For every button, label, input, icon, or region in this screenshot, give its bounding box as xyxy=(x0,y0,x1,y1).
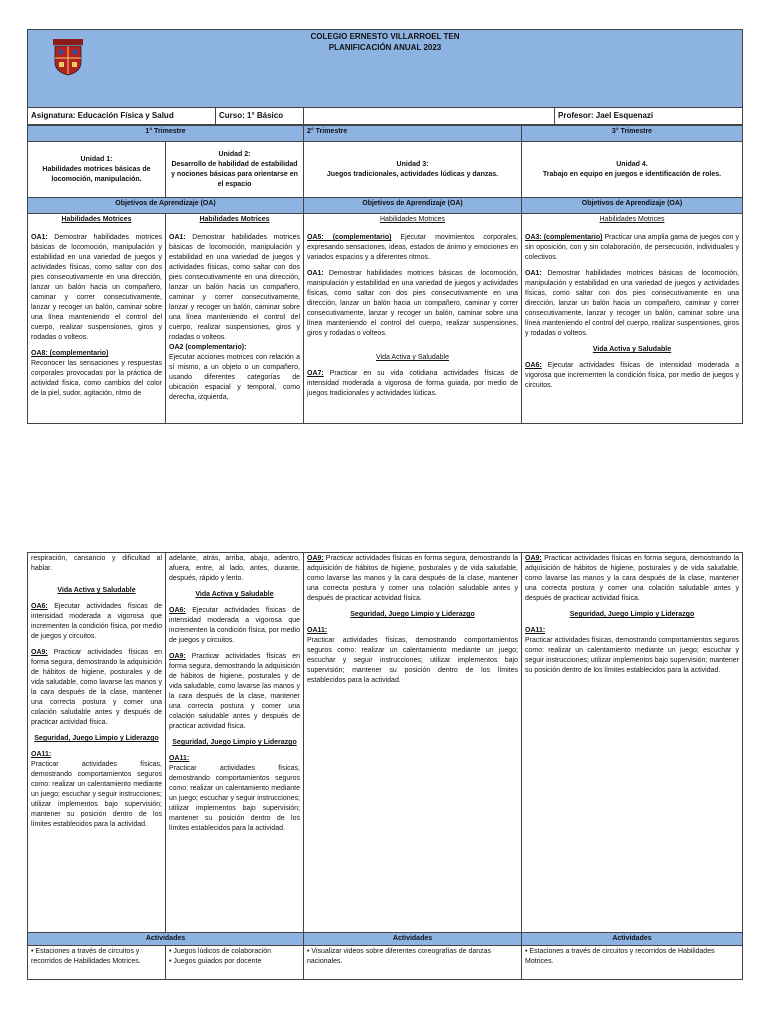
section-vida-activa: Vida Activa y Saludable xyxy=(57,587,136,594)
trimestre-3: 3° Trimestre xyxy=(522,126,743,142)
oa-text: Ejecutar movimientos corporales, expresando sensaciones, ideas, estados de ánimo y emociones en variados espacios y a diferentes ritmos. xyxy=(307,234,519,261)
school-crest-icon xyxy=(52,38,84,76)
section-seguridad: Seguridad, Juego Limpio y Liderazgo xyxy=(350,611,475,618)
oa-code: OA9: xyxy=(169,653,186,660)
section-vida-activa: Vida Activa y Saludable xyxy=(195,591,274,598)
oa-code: OA2 (complementario): xyxy=(169,344,247,351)
oa-code: OA11: xyxy=(31,751,52,758)
oa-code: OA11: xyxy=(169,755,190,762)
oa-text: Ejecutar actividades físicas de intensidad moderada a vigorosa que incrementen la condición física, por medio de juegos y circuitos. xyxy=(525,362,739,389)
oa-text: Ejecutar acciones motrices con relación a sí mismo, a un objeto o un compañero, usando diferentes categorías de ubicación espacial y temporal, como derecha, izquierda, xyxy=(169,354,300,401)
oa-text: Reconocer las sensaciones y respuestas corporales provocadas por la práctica de actividad física, como cambios del color de la piel, sudor, agitación, ritmo de xyxy=(31,360,162,397)
plan-table-2 xyxy=(27,552,743,980)
oa-code: OA9: xyxy=(525,555,542,562)
actividad-col3: • Visualizar videos sobre diferentes coreografías de danzas nacionales. xyxy=(304,946,522,980)
oa-code: OA9: xyxy=(307,555,324,562)
unit-4: Unidad 4. Trabajo en equipo en juegos e identificación de roles. xyxy=(522,142,743,198)
oa-code: OA1: xyxy=(307,270,324,277)
oa-code: OA9: xyxy=(31,649,48,656)
actividades-header-1: Actividades xyxy=(28,933,304,946)
col1-page1 xyxy=(28,214,166,424)
section-habilidades: Habilidades Motrices xyxy=(199,216,270,223)
oa-text: Demostrar habilidades motrices básicas de locomoción, manipulación y estabilidad en una variedad de juegos y actividades físicas, como saltar con dos pies consecutivamente en una dirección, lanzar un balón hacia un compañero, caminar y correr consecutivamente, lanzar y recoger un balón, caminar sobre una línea manteniendo el control del cuerpo, realizar suspensiones, giros y rodadas o volteos. xyxy=(169,234,300,341)
oa-code: OA1: xyxy=(525,270,542,277)
oa-text: adelante, atrás, arriba, abajo, adentro, afuera, entre, al lado, antes, durante, después, rápido y lento. xyxy=(169,555,300,582)
page-2 xyxy=(27,552,742,980)
header-table xyxy=(27,29,743,125)
oa-code: OA6: xyxy=(169,607,186,614)
col2-page1 xyxy=(166,214,304,424)
header-banner xyxy=(28,30,743,108)
col3-page2 xyxy=(304,553,522,933)
oa-header-3: Objetivos de Aprendizaje (OA) xyxy=(522,198,743,214)
curso-cell: Curso: 1° Básico xyxy=(216,108,304,125)
oa-text: Practicar actividades físicas, demostrando comportamientos seguros como: realizar un calentamiento mediante un juego; escuchar y seguir instrucciones; utilizar implementos bajo supervisión; mantener su posición dentro de los límites establecidos para la actividad. xyxy=(31,761,162,828)
oa-text: Practicar en su vida cotidiana actividades físicas de intensidad moderada a vigorosa de forma guiada, por medio de juegos tradicionales y actividades lúdicas. xyxy=(307,370,518,397)
section-habilidades: Habilidades Motrices xyxy=(61,216,132,223)
plan-table-1 xyxy=(27,125,743,424)
col4-page1 xyxy=(522,214,743,424)
oa-text: Ejecutar actividades físicas de intensidad moderada a vigorosa que incrementen la condición física, por medio de juegos y circuitos. xyxy=(169,607,300,644)
oa-code: OA11: xyxy=(525,627,546,634)
actividades-header-2: Actividades xyxy=(304,933,522,946)
oa-text: Practicar actividades físicas en forma segura, demostrando la adquisición de hábitos de higiene, posturales y de vida saludable, como lavarse las manos y la cara después de la clase, mantener una correcta postura y comer una colación saludable antes y después de practicar actividad física. xyxy=(525,555,739,602)
oa-code: OA1: xyxy=(169,234,186,241)
section-habilidades: Habilidades Motrices xyxy=(380,216,445,223)
section-seguridad: Seguridad, Juego Limpio y Liderazgo xyxy=(34,735,159,742)
actividades-header-3: Actividades xyxy=(522,933,743,946)
oa-code: OA5: (complementario) xyxy=(307,234,392,241)
oa-code: OA7: xyxy=(307,370,324,377)
oa-text: Practicar actividades físicas en forma segura, demostrando la adquisición de hábitos de higiene, posturales y de vida saludable, como lavarse las manos y la cara después de la clase, mantener una correcta postura y comer una colación saludable antes y después de practicar actividad física. xyxy=(31,649,162,726)
oa-text: Demostrar habilidades motrices básicas de locomoción, manipulación y estabilidad en una variedad de juegos y actividades físicas, como saltar con dos pies consecutivamente en una dirección, lanzar un balón hacia un compañero, caminar y correr consecutivamente, lanzar y recoger un balón, caminar sobre una línea manteniendo el control del cuerpo, realizar suspensiones, giros y rodadas o volteos. xyxy=(307,270,518,337)
unit-1: Unidad 1: Habilidades motrices básicas de locomoción, manipulación. xyxy=(28,142,166,198)
col1-page2 xyxy=(28,553,166,933)
actividad-item: • Juegos lúdicos de colaboración xyxy=(169,948,272,955)
oa-text: Practicar actividades físicas, demostrando comportamientos seguros como: realizar un calentamiento mediante un juego; escuchar y seguir instrucciones; utilizar implementos bajo supervisión; mantener su posición dentro de los límites establecidos para la actividad. xyxy=(525,637,739,674)
actividad-col1: • Estaciones a través de circuitos y recorridos de Habilidades Motrices. xyxy=(28,946,166,980)
oa-code: OA6: xyxy=(31,603,48,610)
section-seguridad: Seguridad, Juego Limpio y Liderazgo xyxy=(569,611,695,618)
plan-title: PLANIFICACIÓN ANUAL 2023 xyxy=(328,43,442,52)
section-vida-activa: Vida Activa y Saludable xyxy=(375,354,450,361)
section-seguridad: Seguridad, Juego Limpio y Liderazgo xyxy=(172,739,297,746)
page-1 xyxy=(27,29,742,424)
oa-text: respiración, cansancio y dificultad al hablar. xyxy=(31,555,162,572)
actividad-col4: • Estaciones a través de circuitos y recorridos de Habilidades Motrices. xyxy=(522,946,743,980)
oa-text: Demostrar habilidades motrices básicas de locomoción, manipulación y estabilidad en una variedad de juegos y actividades físicas, como saltar con dos pies consecutivamente en una dirección, lanzar un balón hacia un compañero, caminar y correr consecutivamente, lanzar y recoger un balón, caminar sobre una línea manteniendo el control del cuerpo, realizar suspensiones, giros y rodadas o volteos. xyxy=(31,234,162,341)
section-vida-activa: Vida Activa y Saludable xyxy=(592,346,672,353)
section-habilidades: Habilidades Motrices xyxy=(599,216,665,223)
actividad-item: • Juegos guiados por docente xyxy=(169,958,262,965)
col2-page2 xyxy=(166,553,304,933)
asignatura-cell: Asignatura: Educación Física y Salud xyxy=(28,108,216,125)
oa-header-1: Objetivos de Aprendizaje (OA) xyxy=(28,198,304,214)
oa-text: Practicar actividades físicas en forma segura, demostrando la adquisición de hábitos de higiene, posturales y de vida saludable, como lavarse las manos y la cara después de la clase, mantener una correcta postura y comer una colación saludable antes y después de practicar actividad física. xyxy=(307,555,518,602)
school-name: COLEGIO ERNESTO VILLARROEL TEN xyxy=(310,32,460,41)
col3-page1 xyxy=(304,214,522,424)
oa-text: Practicar actividades físicas en forma segura, demostrando la adquisición de hábitos de higiene, posturales y de vida saludable, como lavarse las manos y la cara después de la clase, mantener una correcta postura y comer una colación saludable antes y después de practicar actividad física. xyxy=(169,653,300,730)
trimestre-2: 2° Trimestre xyxy=(304,126,522,142)
unit-2: Unidad 2: Desarrollo de habilidad de estabilidad y nociones básicas para orientarse en el espacio xyxy=(166,142,304,198)
oa-text: Practicar una amplia gama de juegos con y sin oposición, con y sin colaboración, de persecución, individuales y colectivos. xyxy=(525,234,739,261)
oa-text: Practicar actividades físicas, demostrando comportamientos seguros como: realizar un calentamiento mediante un juego; escuchar y seguir instrucciones; utilizar implementos bajo supervisión; mantener su posición dentro de los límites establecidos para la actividad. xyxy=(307,637,518,684)
oa-text: Practicar actividades físicas, demostrando comportamientos seguros como: realizar un calentamiento mediante un juego; escuchar y seguir instrucciones; utilizar implementos bajo supervisión; mantener su posición dentro de los límites establecidos para la actividad. xyxy=(169,765,300,832)
oa-header-2: Objetivos de Aprendizaje (OA) xyxy=(304,198,522,214)
oa-text: Ejecutar actividades físicas de intensidad moderada a vigorosa que incrementen la condición física, por medio de juegos y circuitos. xyxy=(31,603,162,640)
unit-3: Unidad 3: Juegos tradicionales, actividades lúdicas y danzas. xyxy=(304,142,522,198)
oa-code: OA3: (complementario) xyxy=(525,234,603,241)
oa-code: OA6: xyxy=(525,362,542,369)
oa-code: OA11: xyxy=(307,627,328,634)
oa-code: OA1: xyxy=(31,234,48,241)
actividad-col2 xyxy=(166,946,304,980)
col4-page2 xyxy=(522,553,743,933)
oa-text: Demostrar habilidades motrices básicas de locomoción, manipulación y estabilidad en una variedad de juegos y actividades físicas, como saltar con dos pies consecutivamente en una dirección, lanzar un balón hacia un compañero, caminar y correr consecutivamente, lanzar y recoger un balón, caminar sobre una línea manteniendo el control del cuerpo, realizar suspensiones, giros y rodadas o volteos. xyxy=(525,270,739,337)
profesor-cell: Profesor: Jael Esquenazi xyxy=(555,108,743,125)
oa-code: OA8: (complementario) xyxy=(31,350,109,357)
trimestre-1: 1° Trimestre xyxy=(28,126,304,142)
